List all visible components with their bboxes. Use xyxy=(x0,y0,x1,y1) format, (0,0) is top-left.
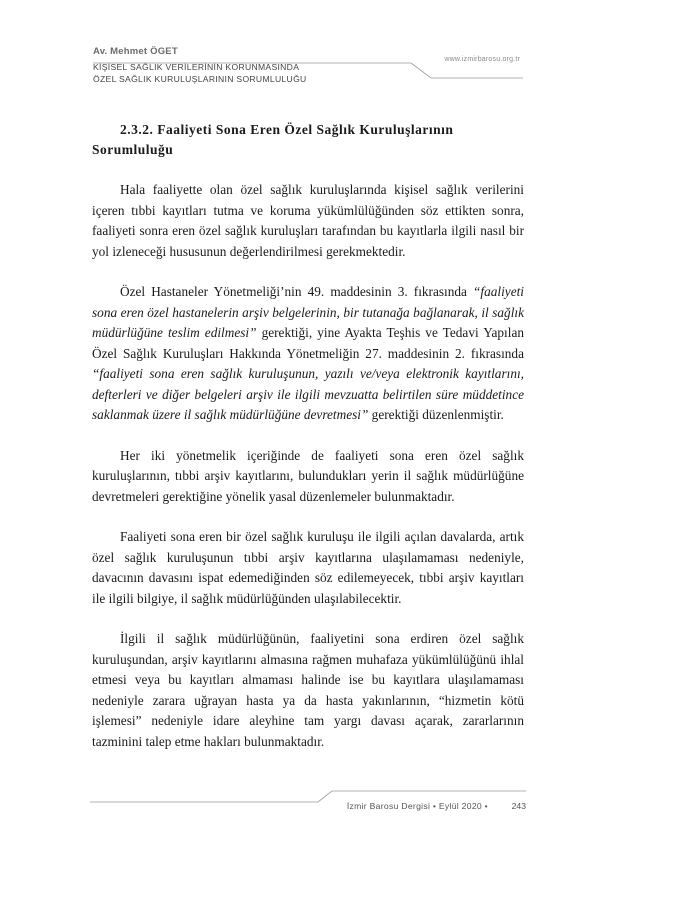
website-url: www.izmirbarosu.org.tr xyxy=(444,56,520,63)
journal-issue: İzmir Barosu Dergisi • Eylül 2020 • xyxy=(346,801,488,811)
paragraph-4: Faaliyeti sona eren bir özel sağlık kuruluşu ile ilgili açılan davalarda, artık özel sağlık kuruluşunun tıbbi arşiv kayıtlarına ulaşılamaması nedeniyle, davacının davasını ispat edemediğinden söz edilemeyecek, tıbbi arşiv kayıtları ile ilgili bilgiye, il sağlık müdürlüğünden ulaşılabilecektir. xyxy=(92,529,524,606)
paragraph-3: Her iki yönetmelik içeriğinde de faaliyeti sona eren özel sağlık kuruluşlarının, tıbbi arşiv kayıtlarını, bulundukları yerin il sağlık müdürlüğüne devretmeleri gerektiğine yönelik yasal düzenlemeler bulunmaktadır. xyxy=(92,447,524,504)
paragraph-1: Hala faaliyette olan özel sağlık kuruluşlarında kişisel sağlık verilerini içeren tıbbi kayıtları tutma ve koruma yükümlülüğünden söz ettikten sonra, faaliyeti sonra eren özel sağlık kuruluşları tarafından bu kayıtlarla ilgili nasıl bir yol izleneceği hususunun değerlendirilmesi gerekmektedir. xyxy=(92,182,524,259)
paragraph-2-text-c: gerektiği, yine Ayakta Teşhis ve Tedavi Yapılan Özel Sağlık Kuruluşları Hakkında Yönetmeliğin 27. maddesinin 2. fıkrasında xyxy=(92,325,524,361)
page-body xyxy=(92,120,524,772)
page-footer xyxy=(90,787,526,817)
running-title-line-2: ÖZEL SAĞLIK KURULUŞLARININ SORUMLULUĞU xyxy=(93,74,307,84)
paragraph-5: İlgili il sağlık müdürlüğünün, faaliyetini sona erdiren özel sağlık kuruluşundan, arşiv kayıtlarını almasına rağmen muhafaza yükümlülüğünü ihlal etmesi veya bu kayıtları almaması halinde ise bu kayıtlara ulaşılamaması nedeniyle zarara uğrayan hasta ya da hasta yakınlarının, “hizmetin kötü işlemesi” nedeniyle idare aleyhine tam yargı davası açarak, zararlarının tazminini talep etme hakları bulunmaktadır. xyxy=(92,631,524,749)
paragraph-2 xyxy=(92,282,524,426)
author-name: Av. Mehmet ÖGET xyxy=(93,46,178,57)
paragraph-2-text-a: Özel Hastaneler Yönetmeliği’nin 49. maddesinin 3. fıkrasında xyxy=(120,284,474,299)
paragraph-2-text-e: gerektiği düzenlenmiştir. xyxy=(368,407,504,422)
paragraph-2-quote-1: “faaliyeti sona eren özel hastanelerin arşiv belgelerinin, bir tutanağa bağlanarak, il sağlık müdürlüğüne teslim edilmesi” xyxy=(92,284,524,340)
section-heading: 2.3.2. Faaliyeti Sona Eren Özel Sağlık Kuruluşlarının Sorumluluğu xyxy=(92,122,454,157)
running-title-line-1: KİŞİSEL SAĞLIK VERİLERİNİN KORUNMASINDA xyxy=(93,62,300,72)
page-number: 243 xyxy=(511,801,526,811)
page-header xyxy=(93,46,523,96)
paragraph-2-quote-2: “faaliyeti sona eren sağlık kuruluşunun, yazılı ve/veya elektronik kayıtlarını, defterleri ve diğer belgeleri arşiv ile ilgili mevzuatta belirtilen süre müddetince saklanmak üzere il sağlık müdürlüğüne devretmesi” xyxy=(92,366,524,422)
